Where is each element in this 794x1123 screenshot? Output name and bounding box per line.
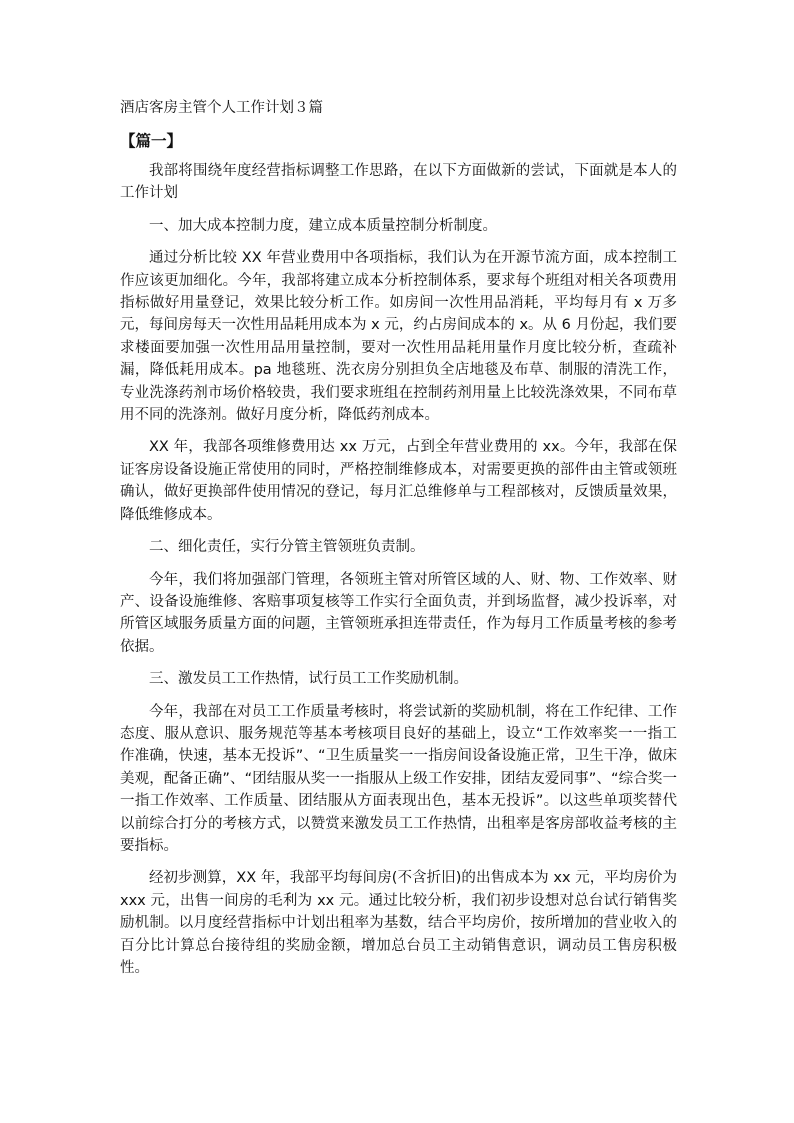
paragraph-responsibility: 今年，我们将加强部门管理，各领班主管对所管区域的人、财、物、工作效率、财产、设备设施维修、客赔事项复核等工作实行全面负责，并到场监督，减少投诉率，对所管区域服务质量方面的问题，主管领班承担连带责任，作为每月工作质量考核的参考依据。 [120,571,677,655]
heading-motivation: 三、激发员工工作热情，试行员工工作奖励机制。 [149,671,468,688]
heading-responsibility: 二、细化责任，实行分管主管领班负责制。 [149,539,425,556]
section-title: 【篇一】 [120,132,183,150]
paragraph-maintenance-cost: XX 年，我部各项维修费用达 xx 万元，占到全年营业费用的 xx。今年，我部在保证客房设备设施正常使用的同时，严格控制维修成本，对需要更换的部件由主管或领班确认，做好更换部件使用情况的登记，每月汇总维修单与工程部核对，反馈质量效果，降低维修成本。 [120,439,677,523]
document-body [120,160,677,989]
document-title: 酒店客房主管个人工作计划３篇 [120,100,323,116]
paragraph-sales-reward: 经初步测算，XX 年，我部平均每间房(不含折旧)的出售成本为 xx 元，平均房价为 xxx 元，出售一间房的毛利为 xx 元。通过比较分析，我们初步设想对总台试行销售奖励机制。以月度经营指标中计划出租率为基数，结合平均房价，按所增加的营业收入的百分比计算总台接待组的奖励金额，增加总台员工主动销售意识，调动员工售房积极性。 [120,870,677,976]
intro-paragraph: 我部将围绕年度经营指标调整工作思路，在以下方面做新的尝试，下面就是本人的工作计划 [120,163,677,202]
paragraph-reward-mechanism: 今年，我部在对员工工作质量考核时，将尝试新的奖励机制，将在工作纪律、工作态度、服从意识、服务规范等基本考核项目良好的基础上，设立“工作效率奖一一指工作准确，快速，基本无投诉”、“卫生质量奖一一指房间设备设施正常，卫生干净，做床美观，配备正确”、“团结服从奖一一指服从上级工作安排，团结友爱同事”、“综合奖一一指工作效率、工作质量、团结服从方面表现出色，基本无投诉”。以这些单项奖替代以前综合打分的考核方式，以赞赏来激发员工工作热情，出租率是客房部收益考核的主要指标。 [120,703,677,854]
heading-cost-control: 一、加大成本控制力度，建立成本质量控制分析制度。 [149,217,497,234]
paragraph-cost-analysis: 通过分析比较 XX 年营业费用中各项指标，我们认为在开源节流方面，成本控制工作应该更加细化。今年，我部将建立成本分析控制体系，要求每个班组对相关各项费用指标做好用量登记，效果比较分析工作。如房间一次性用品消耗，平均每月有 x 万多元，每间房每天一次性用品耗用成本为 x 元，约占房间成本的 x。从 6 月份起，我们要求楼面要加强一次性用品用量控制，要对一次性用品耗用量作月度比较分析，查疏补漏，降低耗用成本。pa 地毯班、洗衣房分别担负全店地毯及布草、制服的清洗工作，专业洗涤药剂市场价格较贵，我们要求班组在控制药剂用量上比较洗涤效果，不同布草用不同的洗涤剂。做好月度分析，降低药剂成本。 [120,250,677,424]
